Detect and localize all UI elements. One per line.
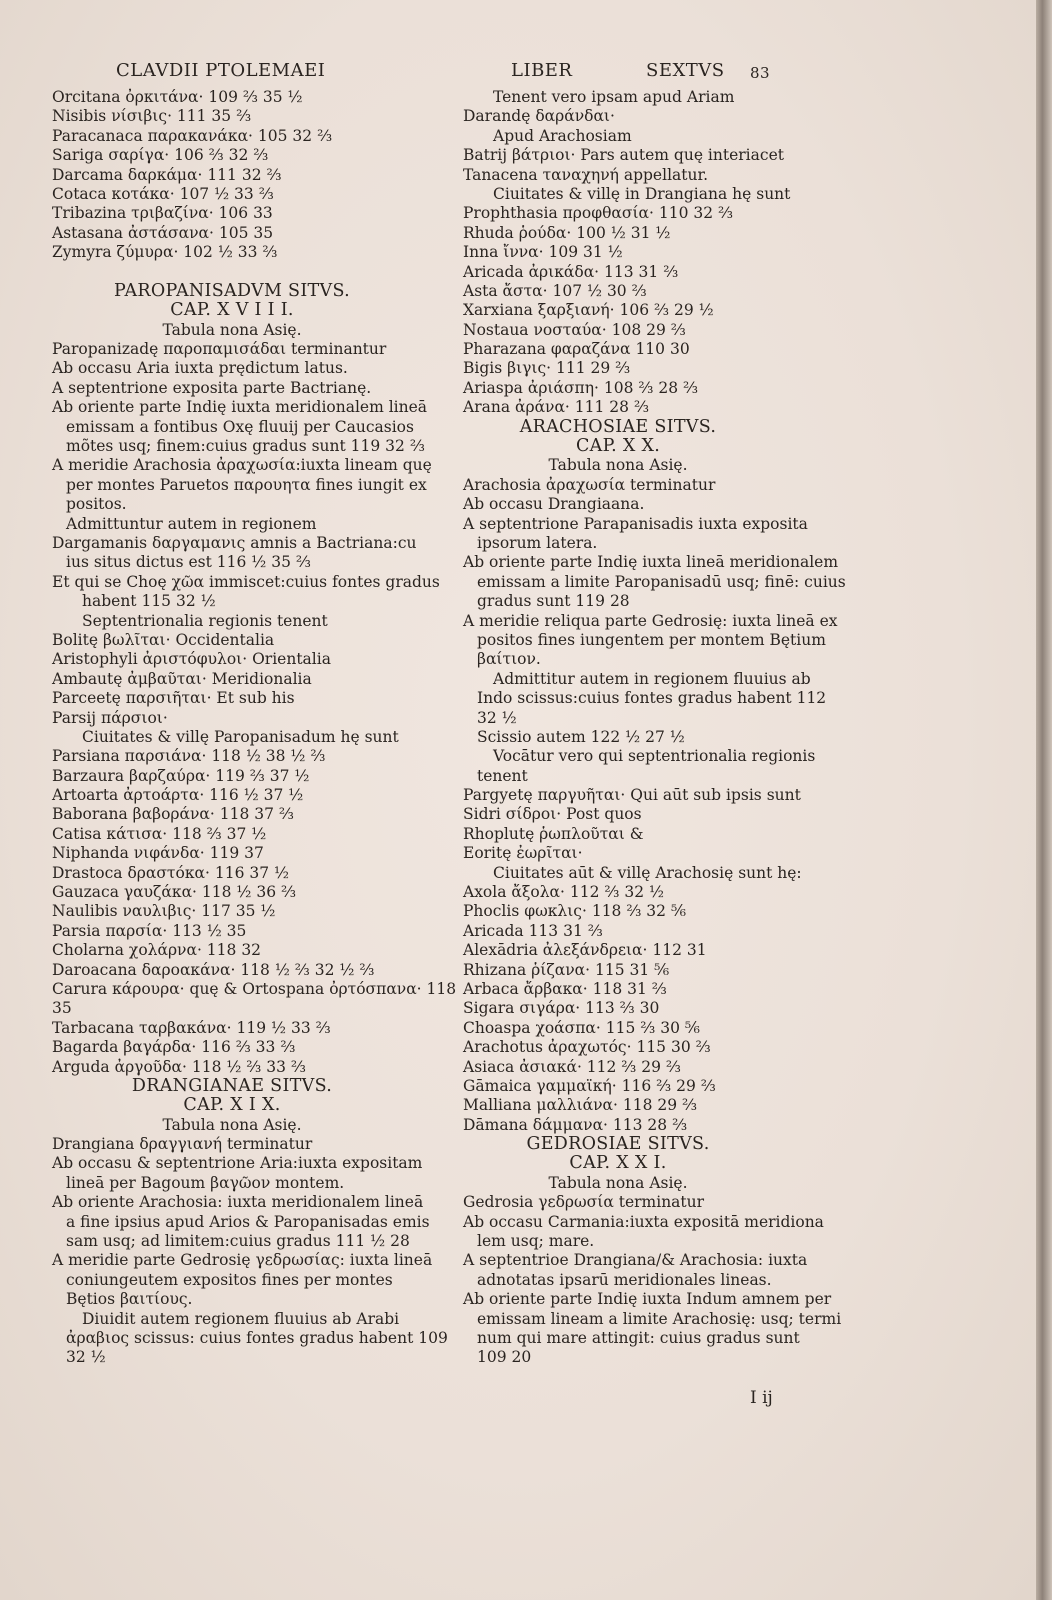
text-line: Pargyetę παργυῆται· Qui aūt sub ipsis sunt	[463, 786, 801, 805]
text-line: Astasana ἀστάσανα· 105 35	[52, 223, 274, 242]
text-line: βαίτιον.	[477, 650, 541, 669]
text-line: Parsia παρσία· 113 ½ 35	[52, 921, 247, 940]
text-line: a fine ipsius apud Arios & Paropanisadas emis	[66, 1212, 430, 1231]
text-line: Aricada 113 31 ⅔	[463, 921, 603, 940]
text-line: lem usq; mare.	[477, 1232, 595, 1251]
text-line: positos fines iungentem per montem Bętium	[477, 630, 826, 649]
text-line: emissam a limite Paropanisadū usq; finē: cuius	[477, 572, 846, 591]
text-line: Zymyra ζύμυρα· 102 ½ 33 ⅔	[52, 243, 278, 262]
text-line: Barzaura βαρζαύρα· 119 ⅔ 37 ½	[52, 766, 310, 785]
text-line: Orcitana ὀρκιτάνα· 109 ⅔ 35 ½	[52, 88, 303, 106]
text-line: Rhuda ῥούδα· 100 ½ 31 ½	[463, 223, 671, 242]
text-line: Ciuitates & villę Paropanisadum hę sunt	[82, 727, 399, 746]
text-line: Vocātur vero qui septentrionalia regionis	[493, 747, 816, 766]
text-line: Tarbacana ταρβακάνα· 119 ½ 33 ⅔	[52, 1018, 331, 1037]
table-reference: Tabula nona Asię.	[548, 1173, 688, 1192]
text-line: Inna ἴννα· 109 31 ½	[463, 243, 623, 262]
text-line: sam usq; ad limitem:cuius gradus 111 ½ 28	[66, 1232, 410, 1251]
text-line: Darandę δαράνδαι·	[463, 107, 615, 126]
text-line: Tanacena ταναχηνή appellatur.	[463, 165, 709, 184]
text-line: Phoclis φωκλις· 118 ⅔ 32 ⅚	[463, 902, 686, 921]
text-line: Choaspa χοάσπα· 115 ⅔ 30 ⅚	[463, 1018, 700, 1037]
text-line: Scissio autem 122 ½ 27 ½	[477, 727, 685, 746]
text-line: emissam a fontibus Oxę fluuij per Caucasios	[66, 417, 414, 436]
text-line: Asiaca ἀσιακά· 112 ⅔ 29 ⅔	[463, 1057, 681, 1076]
text-line: Ab occasu Aria iuxta prędictum latus.	[52, 359, 348, 378]
text-line: 35	[52, 999, 72, 1018]
page-edge	[1036, 0, 1052, 1600]
text-line: positos.	[66, 495, 127, 514]
text-line: Parceetę παρσιῆται· Et sub his	[52, 689, 295, 708]
text-line: Gedrosia γεδρωσία terminatur	[463, 1193, 705, 1212]
text-line: Tribazina τριβαζίνα· 106 33	[52, 204, 273, 223]
text-line: Daroacana δαροακάνα· 118 ½ ⅔ 32 ½ ⅔	[52, 960, 375, 979]
text-line: A septentrione Parapanisadis iuxta exposita	[463, 514, 808, 533]
text-line: Dargamanis δαργαμανις amnis a Bactriana:cu	[52, 533, 417, 552]
text-line: Xarxiana ξαρξιανή· 106 ⅔ 29 ½	[463, 301, 714, 320]
running-head-left: CLAVDII PTOLEMAEI	[116, 60, 326, 81]
text-line: Bolitę βωλῖται· Occidentalia	[52, 630, 275, 649]
text-line: Nisibis νίσιβις· 111 35 ⅔	[52, 107, 252, 126]
text-line: Admittuntur autem in regionem	[66, 514, 317, 533]
text-line: Ciuitates aūt & villę Arachosię sunt hę:	[493, 863, 802, 882]
text-line: Ab oriente parte Indię iuxta meridionalem lineā	[52, 398, 428, 417]
text-line: Ariaspa ἀριάσπη· 108 ⅔ 28 ⅔	[463, 378, 699, 397]
text-line: A meridie reliqua parte Gedrosię: iuxta lineā ex	[463, 611, 838, 630]
text-line: Arbaca ἄρβακα· 118 31 ⅔	[463, 979, 667, 998]
text-line: A meridie Arachosia ἀραχωσία:iuxta lineam quę	[52, 456, 432, 475]
text-line: Tenent vero ipsam apud Ariam	[493, 88, 735, 106]
text-line: Rhizana ῥίζανα· 115 31 ⅚	[463, 960, 670, 979]
blank-line	[52, 263, 452, 282]
text-line: Prophthasia προφθασία· 110 32 ⅔	[463, 204, 734, 223]
text-line: Bigis βιγις· 111 29 ⅔	[463, 359, 631, 378]
text-line: Batrij βάτριοι· Pars autem quę interiacet	[463, 146, 784, 165]
text-line: A meridie parte Gedrosię γεδρωσίας: iuxta lineā	[52, 1251, 433, 1270]
text-line: ἀραβιος scissus: cuius fontes gradus habent 109	[66, 1329, 448, 1347]
text-line: Cholarna χολάρνα· 118 32	[52, 941, 262, 960]
text-line: Rhoplutę ῥωπλοῦται &	[463, 824, 644, 843]
text-line: Arachosia ἀραχωσία terminatur	[463, 475, 716, 494]
text-line: Apud Arachosiam	[493, 126, 632, 145]
text-line: Alexādria ἀλεξάνδρεια· 112 31	[463, 941, 707, 960]
text-line: Pharazana φαραζάνα 110 30	[463, 340, 690, 359]
text-line: Ab oriente parte Indię iuxta lineā meridionalem	[463, 553, 839, 572]
text-line: Paracanaca παρακανάκα· 105 32 ⅔	[52, 126, 333, 145]
text-line: Ciuitates & villę in Drangiana hę sunt	[493, 184, 791, 203]
text-line: Paropanizadę παροπαμισάδαι terminantur	[52, 340, 387, 359]
section-heading: ARACHOSIAE SITVS.	[519, 416, 717, 437]
table-reference: Tabula nona Asię.	[162, 320, 302, 339]
text-line: Parsij πάρσιοι·	[52, 708, 168, 727]
text-line: Ab occasu Carmania:iuxta expositā meridiona	[463, 1212, 824, 1231]
table-reference: Tabula nona Asię.	[162, 1115, 302, 1134]
text-line: Bagarda βαγάρδα· 116 ⅔ 33 ⅔	[52, 1038, 296, 1057]
text-line: adnotatas ipsarū meridionales lineas.	[477, 1270, 772, 1289]
text-line: habent 115 32 ½	[82, 592, 216, 611]
text-line: ius situs dictus est 116 ½ 35 ⅔	[66, 553, 311, 572]
text-line: Axola ἄξολα· 112 ⅔ 32 ½	[463, 883, 665, 902]
table-reference: Tabula nona Asię.	[548, 456, 688, 475]
text-line: Nostaua νοσταύα· 108 29 ⅔	[463, 320, 686, 339]
text-line: Arachotus ἀραχωτός· 115 30 ⅔	[463, 1038, 711, 1057]
text-line: Artoarta ἀρτοάρτα· 116 ½ 37 ½	[52, 786, 304, 805]
text-line: Ab oriente parte Indię iuxta Indum amnem per	[463, 1290, 832, 1309]
text-line: Diuidit autem regionem fluuius ab Arabi	[82, 1309, 400, 1328]
text-line: Ambautę ἀμβαῦται· Meridionalia	[52, 669, 312, 688]
text-line: ipsorum latera.	[477, 533, 598, 552]
text-line: Parsiana παρσιάνα· 118 ½ 38 ½ ⅔	[52, 747, 326, 766]
text-line: Naulibis ναυλιβις· 117 35 ½	[52, 902, 276, 921]
text-line: Baborana βαβοράνα· 118 37 ⅔	[52, 805, 294, 824]
text-line: Ab occasu & septentrione Aria:iuxta expositam	[52, 1154, 423, 1173]
text-line: Sidri σίδροι· Post quos	[463, 805, 642, 824]
section-heading: CAP. X X I.	[569, 1153, 667, 1174]
section-heading: PAROPANISADVM SITVS.	[114, 280, 350, 301]
text-line: Et qui se Choę χῶα immiscet:cuius fontes gradus	[52, 572, 440, 591]
running-head-right: SEXTVS	[646, 60, 725, 81]
text-line: Sariga σαρίγα· 106 ⅔ 32 ⅔	[52, 146, 269, 165]
text-line: 109 20	[477, 1348, 532, 1367]
text-line: Asta ἄστα· 107 ½ 30 ⅔	[463, 281, 647, 300]
folio-number: 83	[750, 64, 771, 82]
text-line: Dāmana δάμμανα· 113 28 ⅔	[463, 1115, 688, 1134]
text-line: Ab occasu Drangiaana.	[463, 495, 645, 514]
text-line: Aristophyli ἀριστόφυλοι· Orientalia	[52, 650, 331, 669]
text-line: Sigara σιγάρα· 113 ⅔ 30	[463, 999, 660, 1018]
text-line: Eoritę ἐωρῖται·	[463, 844, 583, 863]
right-column	[463, 88, 846, 1368]
text-line: A septentrione exposita parte Bactrianę.	[52, 378, 372, 397]
running-head-center: LIBER	[511, 60, 573, 81]
text-line: coniungeutem expositos fines per montes	[66, 1270, 393, 1289]
text-line: Carura κάρουρα· quę & Ortospana ὀρτόσπανα· 118	[52, 979, 457, 998]
text-line: Arguda ἀργοῦδα· 118 ½ ⅔ 33 ⅔	[52, 1057, 306, 1076]
text-line: Gāmaica γαμμαϊκή· 116 ⅔ 29 ⅔	[463, 1076, 716, 1095]
text-line: Gauzaca γαυζάκα· 118 ½ 36 ⅔	[52, 883, 297, 902]
text-line: 32 ½	[477, 708, 517, 727]
text-line: Niphanda νιφάνδα· 119 37	[52, 844, 264, 863]
section-heading: GEDROSIAE SITVS.	[526, 1134, 710, 1155]
section-heading: CAP. X V I I I.	[170, 300, 294, 321]
signature-mark: I ij	[750, 1388, 773, 1408]
text-line: Ab oriente Arachosia: iuxta meridionalem lineā	[52, 1193, 424, 1212]
text-line: Drastoca δραστόκα· 116 37 ½	[52, 863, 290, 882]
text-line: Darcama δαρκάμα· 111 32 ⅔	[52, 165, 282, 184]
text-line: mõtes usq; finem:cuius gradus sunt 119 32 ⅔	[66, 437, 425, 456]
text-line: emissam lineam a limite Arachosię: usq; termi	[477, 1309, 842, 1328]
text-line: gradus sunt 119 28	[477, 592, 630, 611]
text-line: 32 ½	[66, 1348, 106, 1367]
text-line: Malliana μαλλιάνα· 118 29 ⅔	[463, 1096, 698, 1115]
section-heading: DRANGIANAE SITVS.	[131, 1075, 333, 1096]
text-line: Admittitur autem in regionem fluuius ab	[493, 669, 811, 688]
text-line: lineā per Bagoum βαγῶον montem.	[66, 1173, 345, 1192]
text-line: Drangiana δραγγιανή terminatur	[52, 1135, 313, 1154]
section-heading: CAP. X X.	[575, 436, 661, 457]
text-line: Arana ἀράνα· 111 28 ⅔	[463, 398, 649, 417]
text-line: Indo scissus:cuius fontes gradus habent 112	[477, 689, 827, 708]
text-line: Catisa κάτισα· 118 ⅔ 37 ½	[52, 824, 267, 843]
text-line: Septentrionalia regionis tenent	[82, 611, 328, 630]
text-line: Cotaca κοτάκα· 107 ½ 33 ⅔	[52, 184, 274, 203]
text-line: per montes Paruetos παρουητα fines iungit ex	[66, 475, 427, 494]
section-heading: CAP. X I X.	[183, 1095, 281, 1116]
text-line: Aricada ἀρικάδα· 113 31 ⅔	[463, 262, 679, 281]
text-line: tenent	[477, 766, 528, 785]
text-line: num qui mare attingit: cuius gradus sunt	[477, 1329, 800, 1347]
text-line: Bętios βαιτίους.	[66, 1290, 193, 1309]
left-column	[52, 88, 457, 1368]
text-line: A septentrioe Drangiana/& Arachosia: iuxta	[463, 1251, 808, 1270]
